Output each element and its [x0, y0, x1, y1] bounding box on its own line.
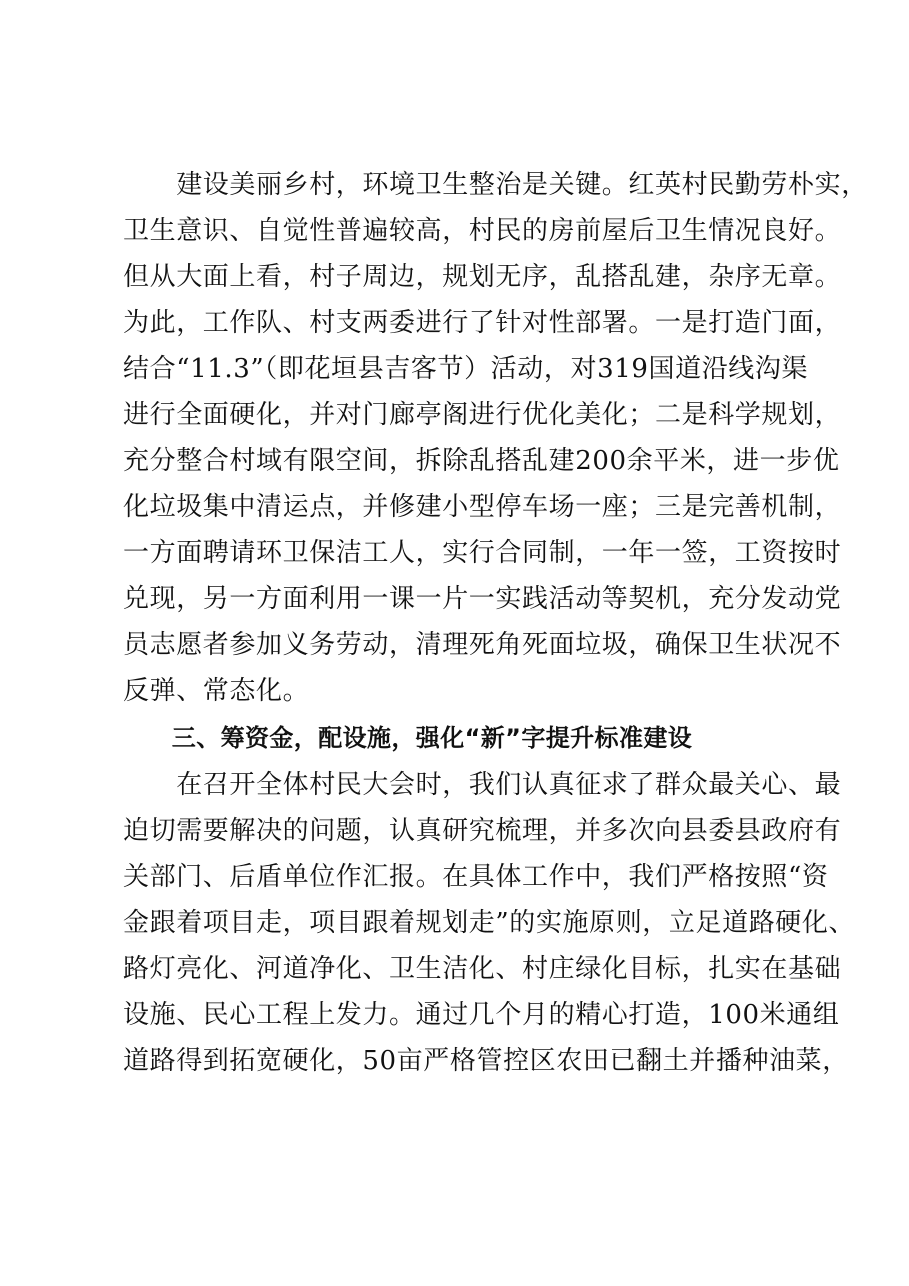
paragraph-2-line-1: 在召开全体村民大会时，我们认真征求了群众最关心、最 — [123, 770, 842, 800]
paragraph-1-line-2: 卫生意识、自觉性普遍较高，村民的房前屋后卫生情况良好。 — [123, 216, 842, 246]
paragraph-1-line-3: 但从大面上看，村子周边，规划无序，乱搭乱建，杂序无章。 — [123, 262, 842, 292]
paragraph-2-line-5: 路灯亮化、河道净化、卫生洁化、村庄绿化目标，扎实在基础 — [123, 954, 842, 984]
paragraph-2-line-3: 关部门、后盾单位作汇报。在具体工作中，我们严格按照“资 — [123, 862, 829, 892]
paragraph-1-line-9: 一方面聘请环卫保洁工人，实行合同制，一年一签，工资按时 — [123, 538, 842, 568]
paragraph-1-line-7: 充分整合村域有限空间，拆除乱搭乱建200余平米，进一步优 — [123, 446, 840, 476]
paragraph-1-line-4: 为此，工作队、村支两委进行了针对性部署。一是打造门面， — [123, 308, 842, 338]
paragraph-1-line-8: 化垃圾集中清运点，并修建小型停车场一座；三是完善机制， — [123, 492, 842, 522]
paragraph-2-line-7: 道路得到拓宽硬化，50亩严格管控区农田已翻土并播种油菜， — [123, 1046, 849, 1076]
paragraph-2-line-4: 金跟着项目走，项目跟着规划走”的实施原则，立足道路硬化、 — [123, 908, 856, 938]
paragraph-2-line-6: 设施、民心工程上发力。通过几个月的精心打造，100米通组 — [123, 1000, 840, 1030]
paragraph-1-line-5: 结合“11.3”（即花垣县吉客节）活动，对319国道沿线沟渠 — [123, 354, 809, 384]
section-heading: 三、筹资金，配设施，强化“新”字提升标准建设 — [123, 724, 693, 752]
paragraph-1-line-10: 兑现，另一方面利用一课一片一实践活动等契机，充分发动党 — [123, 584, 842, 614]
paragraph-1-line-12: 反弹、常态化。 — [123, 676, 310, 706]
paragraph-1-line-1: 建设美丽乡村，环境卫生整治是关键。红英村民勤劳朴实， — [123, 170, 868, 200]
paragraph-1-line-6: 进行全面硬化，并对门廊亭阁进行优化美化；二是科学规划， — [123, 400, 842, 430]
paragraph-2-line-2: 迫切需要解决的问题，认真研究梳理，并多次向县委县政府有 — [123, 816, 842, 846]
paragraph-1-line-11: 员志愿者参加义务劳动，清理死角死面垃圾，确保卫生状况不 — [123, 630, 842, 660]
